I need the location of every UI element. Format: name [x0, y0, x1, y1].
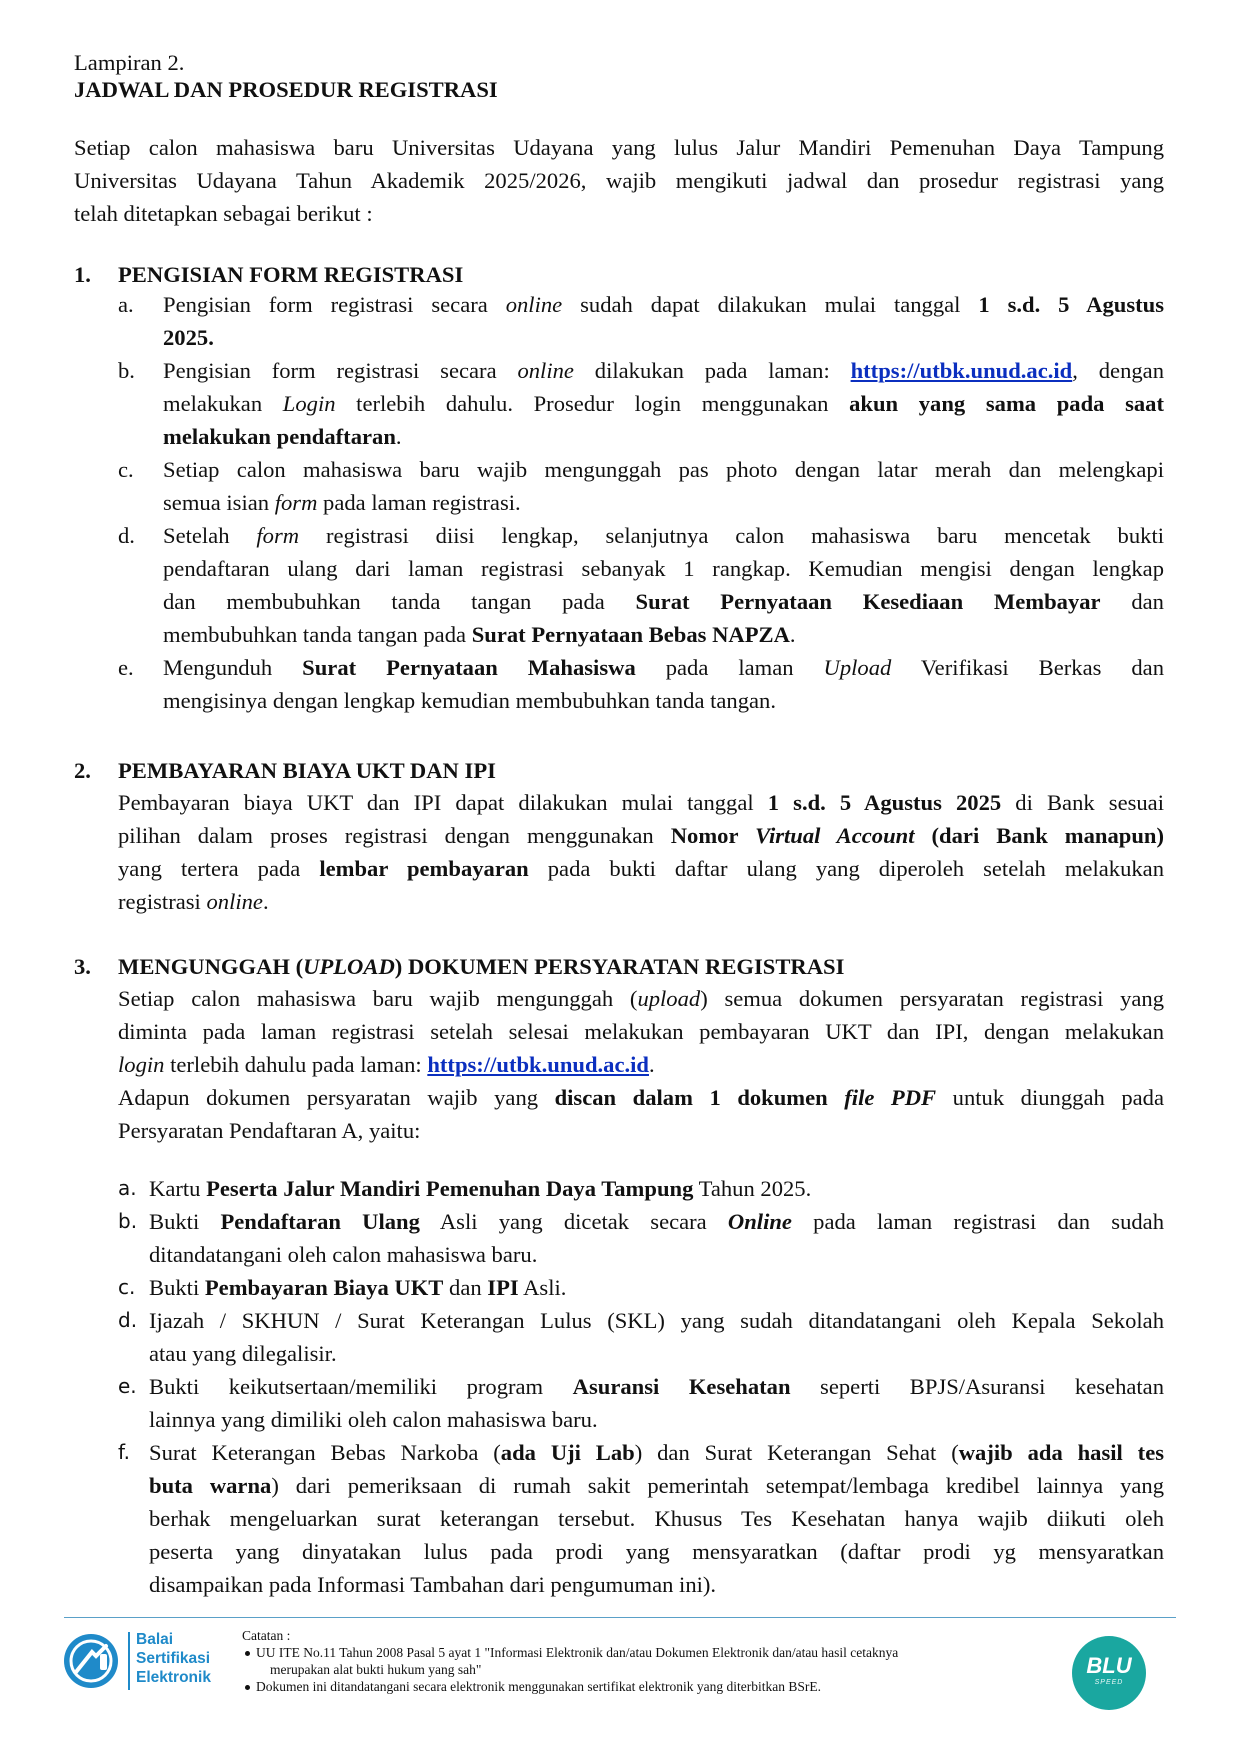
s1-item-b-line-3: melakukan pendaftaran.: [163, 424, 402, 449]
section-3-title: MENGUNGGAH (UPLOAD) DOKUMEN PERSYARATAN REGISTRASI: [118, 954, 845, 979]
s1-item-c-line-2: semua isian form pada laman registrasi.: [163, 490, 521, 515]
s2-line-3: yang tertera pada lembar pembayaran pada bukti daftar ulang yang diperoleh setelah melakukan: [118, 856, 1164, 881]
document-title: JADWAL DAN PROSEDUR REGISTRASI: [74, 77, 498, 102]
intro-line-3: telah ditetapkan sebagai berikut :: [74, 201, 373, 226]
s3-item-a-label: a.: [118, 1176, 137, 1200]
s3-item-d-label: d.: [118, 1308, 138, 1332]
s1-item-b-label: b.: [118, 358, 135, 383]
s3-item-f-label: f.: [118, 1440, 130, 1464]
catatan-label: Catatan :: [242, 1628, 291, 1643]
footer-divider: [64, 1617, 1176, 1618]
note-1-line-2: merupakan alat bukti hukum yang sah": [270, 1662, 482, 1677]
section-2-title: PEMBAYARAN BIAYA UKT DAN IPI: [118, 758, 496, 783]
blu-logo-text: BLU: [1086, 1653, 1132, 1678]
note-2-line-1: Dokumen ini ditandatangani secara elektronik menggunakan sertifikat elektronik yang diterbitkan BSrE.: [256, 1679, 821, 1694]
section-1-number: 1.: [74, 262, 91, 287]
s3-line-1: Setiap calon mahasiswa baru wajib mengunggah (upload) semua dokumen persyaratan registrasi yang: [118, 986, 1164, 1011]
s1-item-d-line-2: pendaftaran ulang dari laman registrasi sebanyak 1 rangkap. Kemudian mengisi dengan lengkap: [163, 556, 1164, 581]
section-3-number: 3.: [74, 954, 91, 979]
s1-item-e-line-2: mengisinya dengan lengkap kemudian membubuhkan tanda tangan.: [163, 688, 776, 713]
s3-item-f-line-4: peserta yang dinyatakan lulus pada prodi yang mensyaratkan (daftar prodi yg mensyaratkan: [149, 1539, 1164, 1564]
s3-item-f-line-1: Surat Keterangan Bebas Narkoba (ada Uji Lab) dan Surat Keterangan Sehat (wajib ada hasil tes: [149, 1440, 1165, 1465]
s1-item-a-label: a.: [118, 292, 134, 317]
bsre-logo-line-1: Balai: [136, 1631, 174, 1648]
lampiran-label: Lampiran 2.: [74, 50, 185, 75]
s3-item-e-line-2: lainnya yang dimiliki oleh calon mahasiswa baru.: [149, 1407, 598, 1432]
s3-item-d-line-2: atau yang dilegalisir.: [149, 1341, 337, 1366]
utbk-link-1[interactable]: https://utbk.unud.ac.id: [850, 358, 1073, 383]
note-bullet-2: [245, 1685, 250, 1690]
section-1-title: PENGISIAN FORM REGISTRASI: [118, 262, 464, 287]
bsre-logo-icon: [62, 1632, 120, 1690]
s1-item-d-line-1: Setelah form registrasi diisi lengkap, selanjutnya calon mahasiswa baru mencetak bukti: [163, 523, 1164, 548]
s3-item-f-line-2: buta warna) dari pemeriksaan di rumah sakit pemerintah setempat/lembaga kredibel lainnya yang: [149, 1473, 1164, 1498]
s3-item-c-label: c.: [118, 1275, 136, 1299]
s1-item-b-line-1: Pengisian form registrasi secara online dilakukan pada laman: https://utbk.unud.ac.id, dengan: [163, 358, 1164, 383]
s2-line-4: registrasi online.: [118, 889, 269, 914]
bsre-logo-line-2: Sertifikasi: [136, 1650, 211, 1667]
section-2-number: 2.: [74, 758, 91, 783]
note-bullet-1: [245, 1651, 250, 1656]
s1-item-c-line-1: Setiap calon mahasiswa baru wajib mengunggah pas photo dengan latar merah dan melengkapi: [163, 457, 1164, 482]
s3-item-c-line-1: Bukti Pembayaran Biaya UKT dan IPI Asli.: [149, 1275, 567, 1300]
s1-item-a-line-2: 2025.: [163, 325, 214, 350]
blu-logo-subtext: SPEED: [1094, 1679, 1124, 1686]
s2-line-1: Pembayaran biaya UKT dan IPI dapat dilakukan mulai tanggal 1 s.d. 5 Agustus 2025 di Bank sesuai: [118, 790, 1164, 815]
s3-item-e-line-1: Bukti keikutsertaan/memiliki program Asuransi Kesehatan seperti BPJS/Asuransi kesehatan: [149, 1374, 1164, 1399]
intro-line-2: Universitas Udayana Tahun Akademik 2025/2026, wajib mengikuti jadwal dan prosedur registrasi yang: [74, 168, 1164, 193]
s1-item-c-label: c.: [118, 457, 134, 482]
s3-item-f-line-3: berhak mengeluarkan surat keterangan tersebut. Khusus Tes Kesehatan hanya wajib diikuti oleh: [149, 1506, 1164, 1531]
s1-item-d-line-3: dan membubuhkan tanda tangan pada Surat Pernyataan Kesediaan Membayar dan: [163, 589, 1164, 614]
s3-line-2: diminta pada laman registrasi setelah selesai melakukan pembayaran UKT dan IPI, dengan melakukan: [118, 1019, 1164, 1044]
s3-line-3: login terlebih dahulu pada laman: https://utbk.unud.ac.id.: [118, 1052, 655, 1077]
s1-item-d-label: d.: [118, 523, 135, 548]
s3-item-b-label: b.: [118, 1209, 138, 1233]
s3-line-4: Adapun dokumen persyaratan wajib yang discan dalam 1 dokumen file PDF untuk diunggah pada: [118, 1085, 1164, 1110]
s3-item-f-line-5: disampaikan pada Informasi Tambahan dari pengumuman ini).: [149, 1572, 717, 1597]
utbk-link-2[interactable]: https://utbk.unud.ac.id: [427, 1052, 649, 1077]
s1-item-e-label: e.: [118, 655, 134, 680]
bsre-logo-line-3: Elektronik: [136, 1669, 211, 1686]
s3-item-b-line-1: Bukti Pendaftaran Ulang Asli yang dicetak secara Online pada laman registrasi dan sudah: [149, 1209, 1164, 1234]
s2-line-2: pilihan dalam proses registrasi dengan menggunakan Nomor Virtual Account (dari Bank manapun): [118, 823, 1164, 848]
s3-line-5: Persyaratan Pendaftaran A, yaitu:: [118, 1118, 421, 1143]
s1-item-a-line-1: Pengisian form registrasi secara online sudah dapat dilakukan mulai tanggal 1 s.d. 5 Agustus: [163, 292, 1164, 317]
s3-item-b-line-2: ditandatangani oleh calon mahasiswa baru.: [149, 1242, 538, 1267]
s3-item-a-line-1: Kartu Peserta Jalur Mandiri Pemenuhan Daya Tampung Tahun 2025.: [149, 1176, 812, 1201]
intro-line-1: Setiap calon mahasiswa baru Universitas Udayana yang lulus Jalur Mandiri Pemenuhan Daya Tampung: [74, 135, 1164, 160]
s3-item-d-line-1: Ijazah / SKHUN / Surat Keterangan Lulus (SKL) yang sudah ditandatangani oleh Kepala Sekolah: [149, 1308, 1164, 1333]
note-1-line-1: UU ITE No.11 Tahun 2008 Pasal 5 ayat 1 "Informasi Elektronik dan/atau Dokumen Elektronik dan/atau hasil cetaknya: [256, 1645, 899, 1660]
s3-item-e-label: e.: [118, 1374, 137, 1398]
s1-item-d-line-4: membubuhkan tanda tangan pada Surat Pernyataan Bebas NAPZA.: [163, 622, 796, 647]
s1-item-b-line-2: melakukan Login terlebih dahulu. Prosedur login menggunakan akun yang sama pada saat: [163, 391, 1164, 416]
bsre-logo: [62, 1630, 242, 1692]
blu-speed-logo: [1072, 1636, 1146, 1710]
s1-item-e-line-1: Mengunduh Surat Pernyataan Mahasiswa pada laman Upload Verifikasi Berkas dan: [163, 655, 1164, 680]
